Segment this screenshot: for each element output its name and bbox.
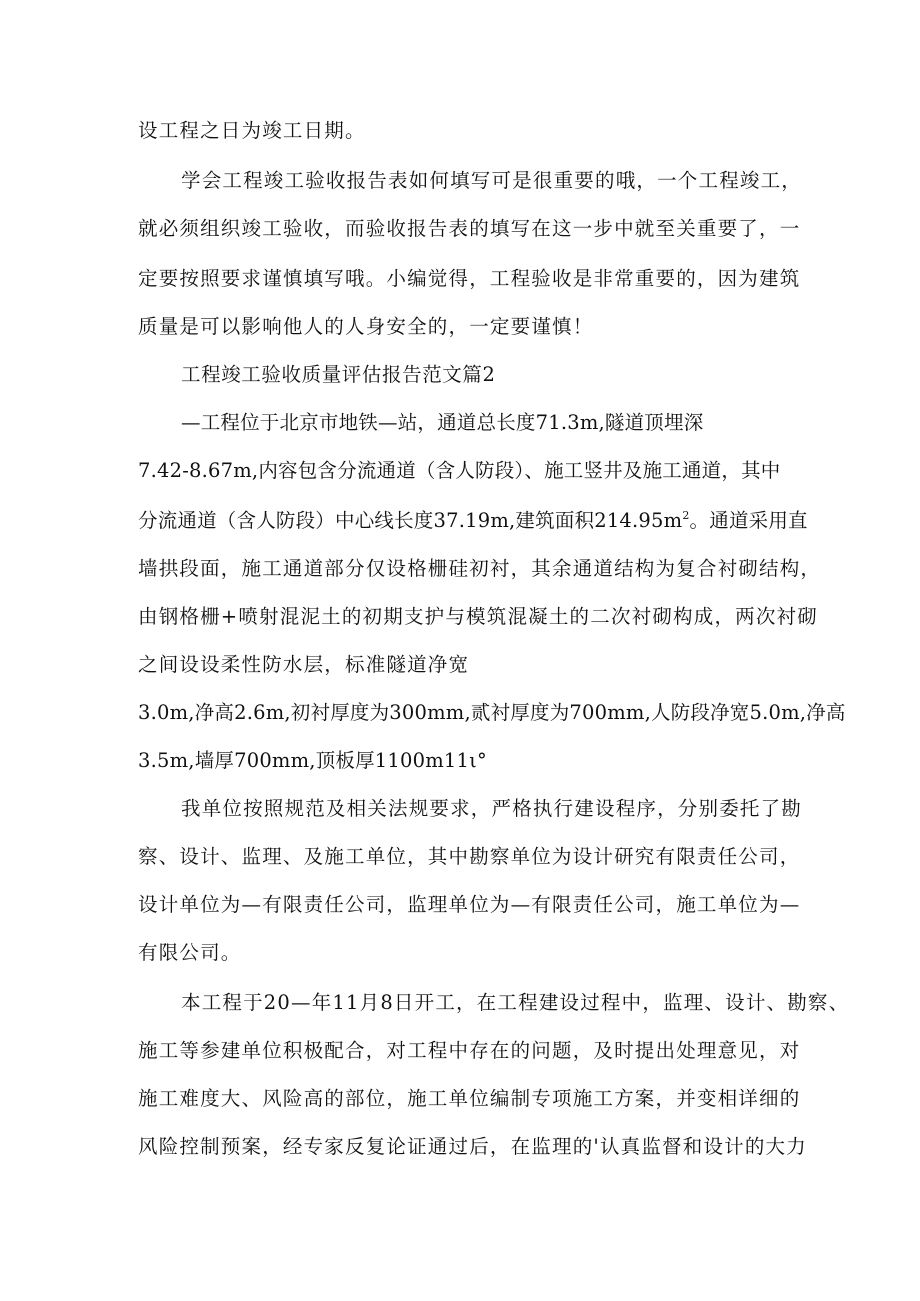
paragraph-line: 施工难度大、风险高的部位，施工单位编制专项施工方案，并变相详细的: [138, 1087, 801, 1110]
paragraph-line: 设计单位为—有限责任公司，监理单位为—有限责任公司，施工单位为—: [138, 893, 801, 916]
superscript-two: 2: [682, 509, 690, 522]
area-text-tail: 。通道采用直: [689, 509, 808, 532]
paragraph-line: 定要按照要求谨慎填写哦。小编觉得，工程验收是非常重要的，因为建筑: [138, 267, 801, 290]
paragraph-line: 3.5m,墙厚700mm,顶板厚1100m11ι°: [138, 749, 487, 772]
paragraph-line: 就必须组织竣工验收，而验收报告表的填写在这一步中就至关重要了，一: [138, 217, 801, 240]
paragraph-line: 我单位按照规范及相关法规要求，严格执行建设程序，分别委托了勘: [181, 797, 803, 820]
paragraph-line: 质量是可以影响他人的人身安全的，一定要谨慎！: [138, 315, 594, 338]
paragraph-line: 察、设计、监理、及施工单位，其中勘察单位为设计研究有限责任公司，: [138, 845, 801, 868]
paragraph-line: 学会工程竣工验收报告表如何填写可是很重要的哦，一个工程竣工，: [181, 169, 803, 192]
paragraph-line: 之间设设柔性防水层，标准隧道净宽: [138, 653, 470, 676]
area-text: 分流通道（含人防段）中心线长度37.19m,建筑面积214.95m: [138, 509, 683, 532]
paragraph-line: —工程位于北京市地铁—站，通道总长度71.3m,隧道顶埋深: [181, 411, 704, 434]
paragraph-line: 有限公司。: [138, 941, 242, 964]
section-heading: 工程竣工验收质量评估报告范文篇2: [181, 363, 496, 386]
paragraph-line-with-superscript: [138, 508, 808, 534]
paragraph-line: 墙拱段面，施工通道部分仅设格栅硅初衬，其余通道结构为复合衬砌结构，: [138, 557, 822, 580]
paragraph-line: 施工等参建单位积极配合，对工程中存在的问题，及时提出处理意见，对: [138, 1039, 801, 1062]
paragraph-line: 设工程之日为竣工日期。: [138, 119, 366, 142]
paragraph-line: 由钢格栅+喷射混泥土的初期支护与模筑混凝土的二次衬砌构成，两次衬砌: [138, 605, 818, 628]
paragraph-line: 7.42-8.67m,内容包含分流通道（含人防段）、施工竖井及施工通道，其中: [138, 459, 781, 482]
paragraph-line: 本工程于20—年11月8日开工，在工程建设过程中，监理、设计、勘察、: [181, 991, 850, 1014]
paragraph-line: 3.0m,净高2.6m,初衬厚度为300mm,贰衬厚度为700mm,人防段净宽5.0m,净高: [138, 701, 846, 724]
paragraph-line: 风险控制预案，经专家反复论证通过后，在监理的'认真监督和设计的大力: [138, 1135, 807, 1158]
